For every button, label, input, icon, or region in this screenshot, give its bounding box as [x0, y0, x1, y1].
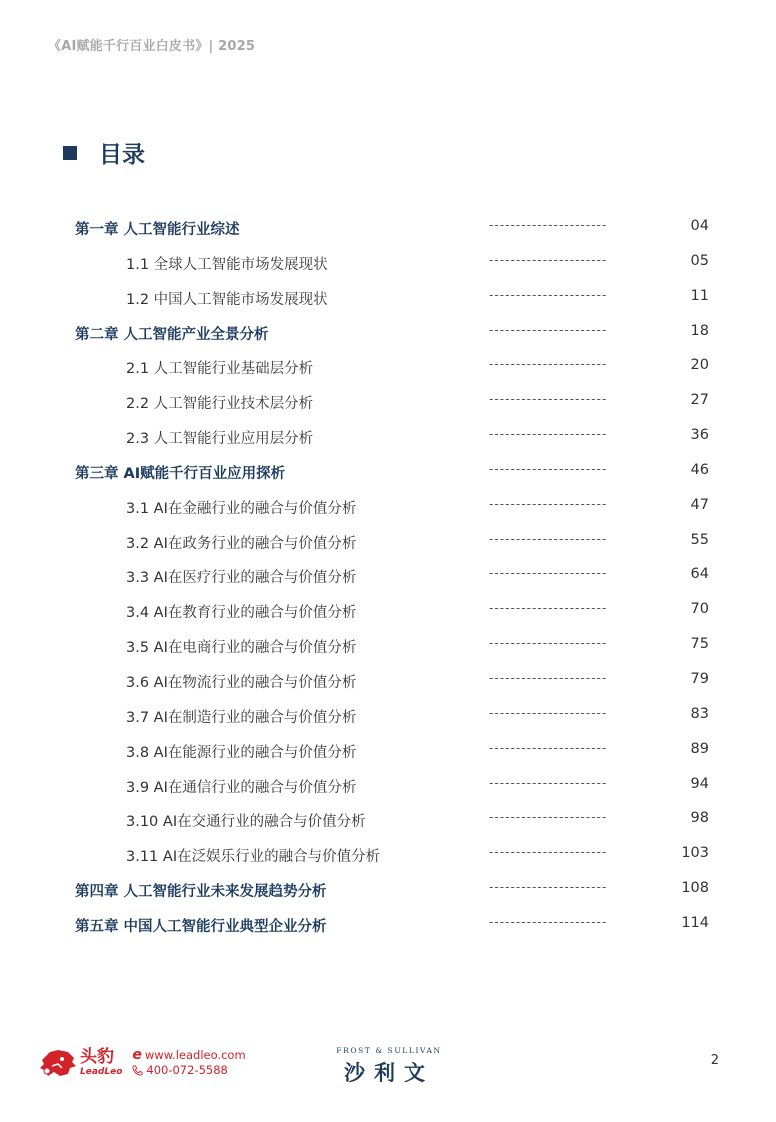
toc-title: 目录 [99, 142, 145, 168]
frost-sullivan-name-en: FROST & SULLIVAN [336, 1046, 442, 1055]
toc-page-number: 103 [681, 845, 709, 862]
toc-section-row[interactable] [0, 837, 776, 872]
toc-page-number: 114 [681, 914, 709, 931]
toc-page-number: 04 [690, 218, 709, 234]
toc-leader-dashes: ---------------------- [489, 810, 608, 825]
toc-leader-dashes: ---------------------- [489, 461, 608, 476]
toc-chapter-row[interactable] [0, 907, 776, 942]
toc-leader-dashes: ---------------------- [489, 357, 608, 372]
toc-leader-dashes: ---------------------- [489, 670, 608, 685]
toc-page-number: 108 [681, 880, 709, 897]
website-row [132, 1048, 245, 1063]
toc-page-number: 46 [690, 461, 709, 478]
toc-page-number: 20 [690, 357, 709, 374]
toc-section-row[interactable] [0, 419, 776, 454]
toc-entry-label: 1.2 中国人工智能市场发展现状 [126, 291, 328, 308]
toc-leader-dashes: ---------------------- [489, 287, 608, 302]
toc-section-row[interactable] [0, 245, 776, 280]
toc-leader-dashes: ---------------------- [489, 392, 608, 407]
toc-entry-label: 3.7 AI在制造行业的融合与价值分析 [126, 709, 357, 726]
toc-entry-label: 第一章 人工智能行业综述 [75, 222, 240, 238]
toc-entry-label: 3.9 AI在通信行业的融合与价值分析 [126, 779, 357, 796]
toc-section-row[interactable] [0, 280, 776, 315]
toc-leader-dashes: ---------------------- [489, 322, 608, 337]
toc-page-number: 64 [690, 566, 709, 583]
toc-leader-dashes: ---------------------- [489, 427, 608, 442]
toc-page-number: 05 [690, 252, 709, 269]
toc-leader-dashes: ---------------------- [489, 496, 608, 511]
toc-section-row[interactable] [0, 489, 776, 524]
toc-list [0, 210, 776, 942]
toc-leader-dashes: ---------------------- [489, 705, 608, 720]
toc-entry-label: 3.10 AI在交通行业的融合与价值分析 [126, 814, 366, 831]
square-bullet-icon [63, 146, 77, 160]
toc-section-row[interactable] [0, 733, 776, 768]
toc-leader-dashes: ---------------------- [489, 636, 608, 651]
toc-entry-label: 3.2 AI在政务行业的融合与价值分析 [126, 535, 357, 552]
toc-section-row[interactable] [0, 663, 776, 698]
toc-page-number: 55 [690, 531, 709, 548]
toc-section-row[interactable] [0, 558, 776, 593]
toc-entry-label: 第三章 AI赋能千行百业应用探析 [75, 465, 286, 482]
frost-sullivan-name-cn: 沙利文 [344, 1061, 434, 1085]
toc-heading [63, 136, 145, 169]
toc-leader-dashes: ---------------------- [489, 531, 608, 546]
toc-entry-label: 3.6 AI在物流行业的融合与价值分析 [126, 674, 357, 691]
toc-section-row[interactable] [0, 698, 776, 733]
toc-entry-label: 第二章 人工智能产业全景分析 [75, 326, 269, 343]
toc-chapter-row[interactable] [0, 315, 776, 350]
toc-leader-dashes: ---------------------- [489, 845, 608, 860]
frost-sullivan-logo [326, 1046, 452, 1087]
toc-entry-label: 3.11 AI在泛娱乐行业的融合与价值分析 [126, 849, 381, 866]
toc-page-number: 83 [690, 705, 709, 722]
leadleo-name-cn: 头豹 [80, 1047, 114, 1067]
page-number: 2 [710, 1053, 719, 1068]
toc-leader-dashes: ---------------------- [489, 775, 608, 790]
leadleo-wordmark [80, 1048, 122, 1078]
e-icon: e [132, 1047, 142, 1063]
document-header: 《AI赋能千行百业白皮书》| 2025 [48, 39, 256, 54]
toc-chapter-row[interactable] [0, 872, 776, 907]
toc-chapter-row[interactable] [0, 454, 776, 489]
phone-number: 400-072-5588 [146, 1063, 228, 1077]
toc-entry-label: 3.1 AI在金融行业的融合与价值分析 [126, 500, 357, 517]
toc-page-number: 11 [690, 287, 709, 304]
toc-entry-label: 第四章 人工智能行业未来发展趋势分析 [75, 884, 327, 901]
lion-head-icon [38, 1046, 78, 1080]
toc-leader-dashes: ---------------------- [489, 566, 608, 581]
leadleo-logo [38, 1046, 246, 1080]
toc-page-number: 98 [690, 810, 709, 827]
toc-leader-dashes: ---------------------- [489, 914, 608, 929]
toc-leader-dashes: ---------------------- [489, 218, 608, 232]
toc-page-number: 70 [690, 601, 709, 618]
toc-page-number: 27 [690, 392, 709, 409]
phone-icon [132, 1065, 143, 1076]
toc-page-number: 94 [690, 775, 709, 792]
toc-section-row[interactable] [0, 593, 776, 628]
toc-page-number: 75 [690, 636, 709, 653]
toc-section-row[interactable] [0, 802, 776, 837]
toc-entry-label: 3.5 AI在电商行业的融合与价值分析 [126, 640, 357, 657]
toc-page-number: 89 [690, 740, 709, 757]
toc-entry-label: 2.1 人工智能行业基础层分析 [126, 361, 314, 378]
toc-entry-label: 3.8 AI在能源行业的融合与价值分析 [126, 744, 357, 761]
toc-page-number: 47 [690, 496, 709, 513]
toc-section-row[interactable] [0, 768, 776, 803]
toc-section-row[interactable] [0, 524, 776, 559]
toc-chapter-row[interactable] [0, 210, 776, 245]
toc-leader-dashes: ---------------------- [489, 740, 608, 755]
toc-entry-label: 2.3 人工智能行业应用层分析 [126, 431, 314, 448]
toc-page-number: 36 [690, 427, 709, 444]
toc-entry-label: 第五章 中国人工智能行业典型企业分析 [75, 918, 327, 935]
toc-section-row[interactable] [0, 384, 776, 419]
toc-entry-label: 1.1 全球人工智能市场发展现状 [126, 256, 328, 273]
toc-leader-dashes: ---------------------- [489, 880, 608, 895]
leadleo-name-en: LeadLeo [80, 1067, 123, 1077]
phone-row [132, 1063, 245, 1078]
toc-section-row[interactable] [0, 628, 776, 663]
toc-leader-dashes: ---------------------- [489, 601, 608, 616]
toc-section-row[interactable] [0, 349, 776, 384]
toc-page-number: 18 [690, 322, 709, 339]
toc-entry-label: 3.4 AI在教育行业的融合与价值分析 [126, 605, 357, 622]
toc-entry-label: 2.2 人工智能行业技术层分析 [126, 396, 314, 413]
website-link[interactable]: www.leadleo.com [144, 1048, 246, 1062]
contact-info [132, 1048, 245, 1078]
toc-page-number: 79 [690, 670, 709, 687]
toc-entry-label: 3.3 AI在医疗行业的融合与价值分析 [126, 570, 357, 587]
toc-leader-dashes: ---------------------- [489, 252, 608, 267]
